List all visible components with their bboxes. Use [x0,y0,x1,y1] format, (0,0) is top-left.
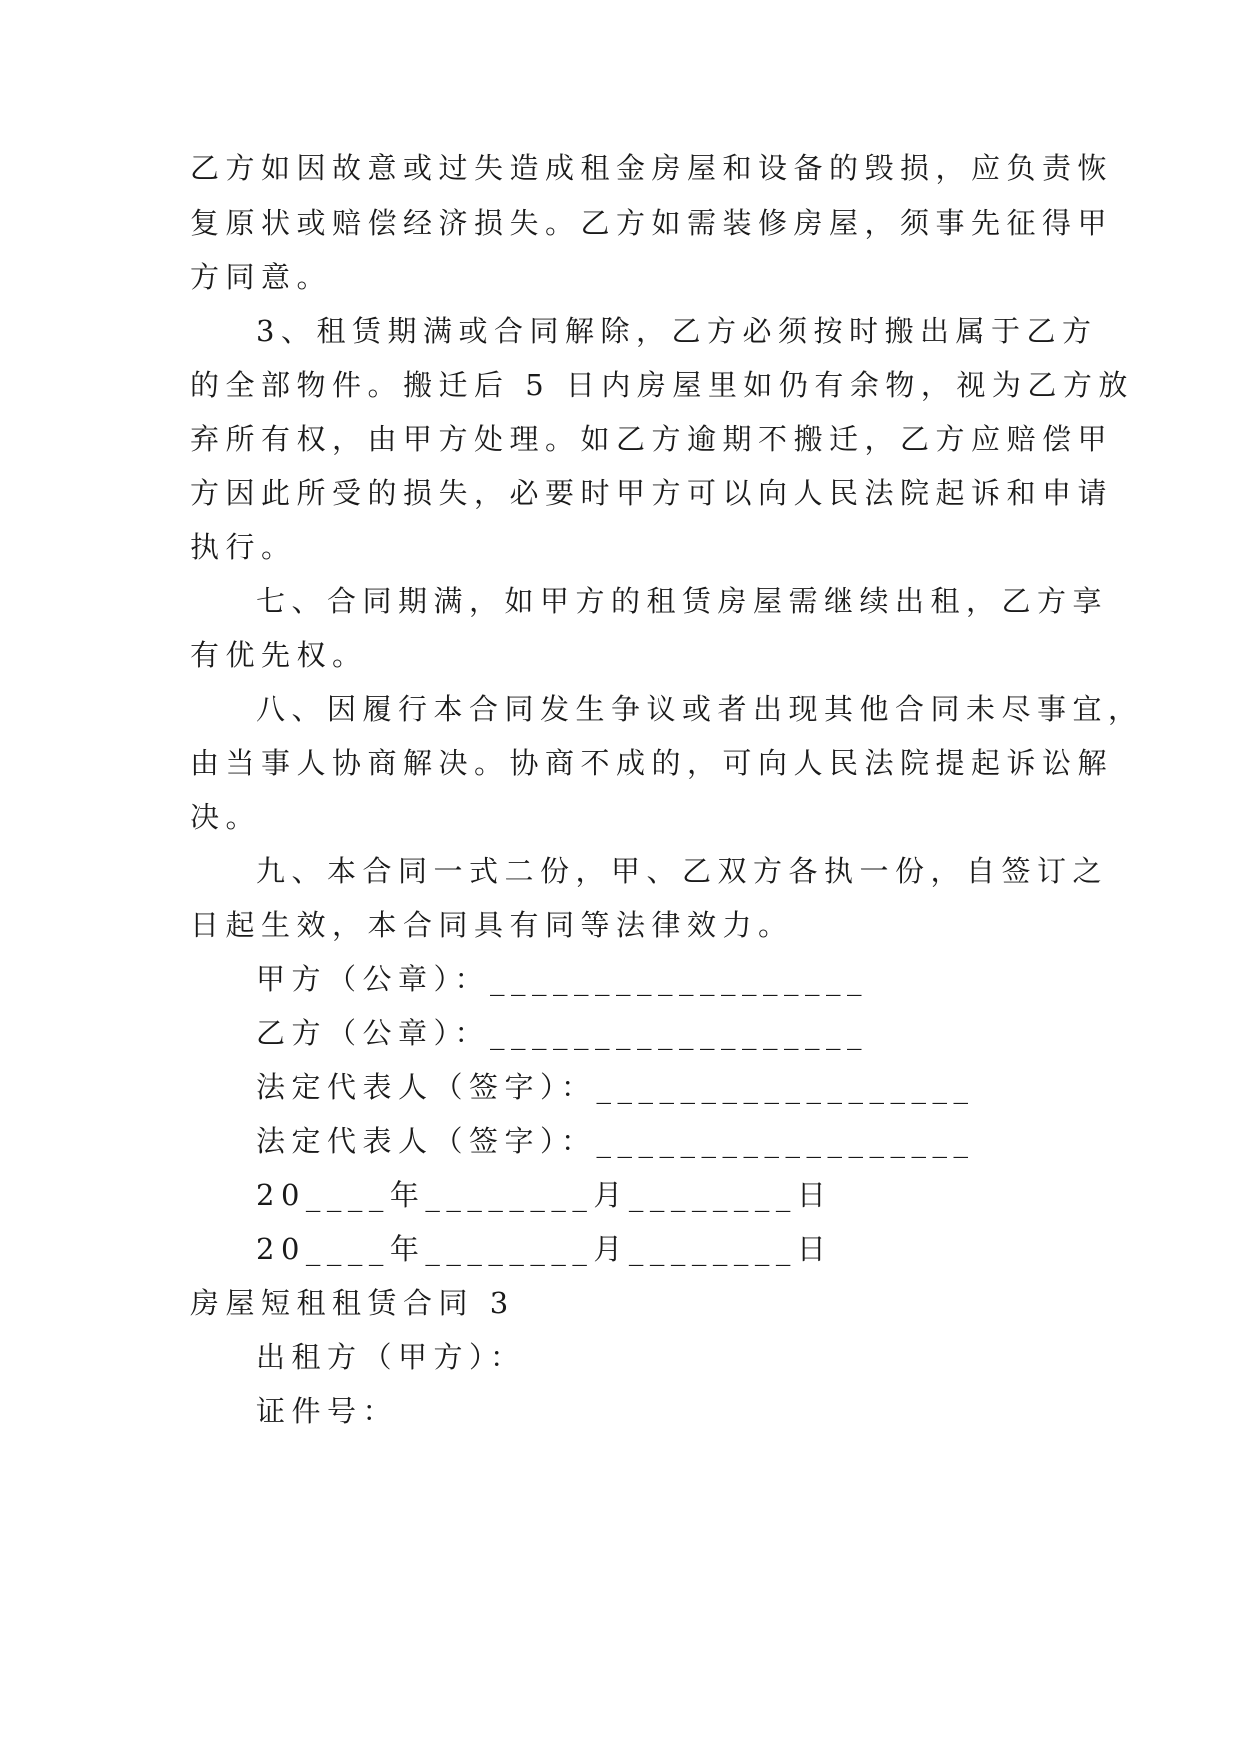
paragraph-line: 由当事人协商解决。协商不成的，可向人民法院提起诉讼解 [190,746,1114,780]
signature-date-b: 20____年________月________日 [256,1232,833,1266]
paragraph-line: 弃所有权，由甲方处理。如乙方逾期不搬迁，乙方应赔偿甲 [190,422,1114,456]
paragraph-line: 执行。 [190,530,297,564]
paragraph-line: 九、本合同一式二份，甲、乙双方各执一份，自签订之 [256,854,1109,888]
paragraph-line: 八、因履行本合同发生争议或者出现其他合同未尽事宜， [256,692,1144,726]
paragraph-line: 方因此所受的损失，必要时甲方可以向人民法院起诉和申请 [190,476,1114,510]
field-lessor: 出租方（甲方）： [256,1340,526,1374]
paragraph-line: 复原状或赔偿经济损失。乙方如需装修房屋，须事先征得甲 [190,206,1114,240]
paragraph-line: 方同意。 [190,260,333,294]
signature-date-a: 20____年________月________日 [256,1178,833,1212]
paragraph-line: 七、合同期满，如甲方的租赁房屋需继续出租，乙方享 [256,584,1109,618]
paragraph-line: 有优先权。 [190,638,368,672]
paragraph-line: 决。 [190,800,262,834]
paragraph-line: 3、租赁期满或合同解除，乙方必须按时搬出属于乙方 [256,314,1098,348]
paragraph-line: 的全部物件。搬迁后 5 日内房屋里如仍有余物，视为乙方放 [190,368,1134,402]
signature-party-b: 乙方（公章）：__________________ [256,1016,869,1050]
field-id-number: 证件号： [256,1394,399,1428]
signature-party-a: 甲方（公章）：__________________ [256,962,869,996]
signature-legal-rep-b: 法定代表人（签字）：__________________ [256,1124,975,1158]
paragraph-line: 乙方如因故意或过失造成租金房屋和设备的毁损，应负责恢 [190,151,1114,185]
signature-legal-rep-a: 法定代表人（签字）：__________________ [256,1070,975,1104]
section-title: 房屋短租租赁合同 3 [190,1286,515,1320]
paragraph-line: 日起生效，本合同具有同等法律效力。 [190,908,794,942]
